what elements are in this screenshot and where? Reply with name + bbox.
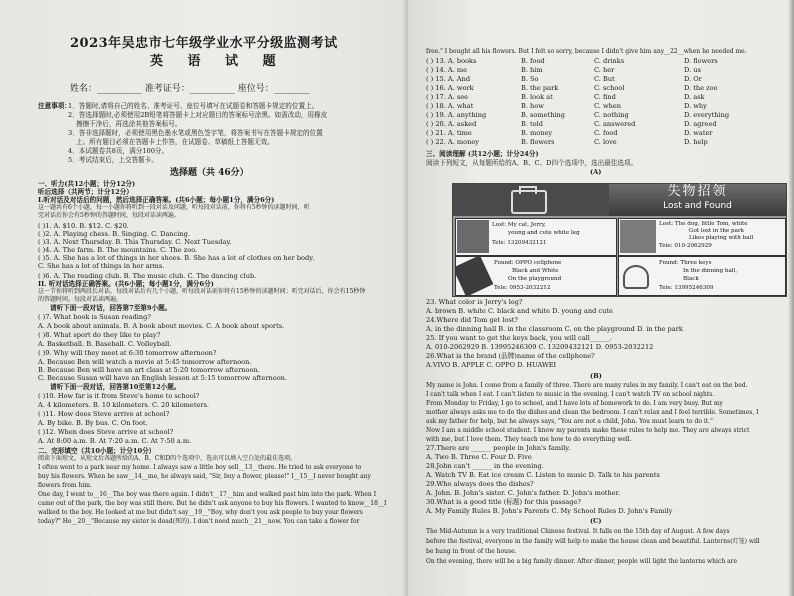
option-q: ( ) 17. A. see [426,93,469,101]
note-line: 3．答非选择题时，必须使用黑色墨水笔或黑色签字笔，将答案书写在答题卡规定的位置 [68,129,323,137]
question-line: A. 4 kilometers. B. 10 kilometers. C. 20 kilometers. [38,401,210,409]
passage-line: I often went to a park near my home. I always saw a little boy sell__13__there. He tried to ask everyone to [38,464,362,471]
text-line: 的答题时间。每段对话读两遍。 [38,296,123,303]
ad-title-en: Lost and Found [663,201,732,211]
ad-title-zh: 失物招领 [667,184,728,199]
cat-image [457,220,489,253]
question-line: 23. What color is Jerry's leg? [426,298,523,306]
text-line: II. 听对话选择正确答案。(共6小题；每小题1分，满分6分) [38,280,214,288]
option-b: B. told [521,120,543,128]
question-line: A. Basketball. B. Baseball. C. Volleyball. [38,340,172,348]
question-line: 24.Where did Tom get lost? [426,316,518,324]
text-line: 二、完形填空（共10小题；计分10分） [38,447,156,455]
card-line: Black [683,276,699,282]
passage-line: From Monday to Friday, I go to school, and I have lots of homework to do. I am very busy. But my [426,400,723,407]
option-b: B. him [521,66,543,74]
card-line: Lost: My cat, Jerry, [492,222,546,228]
page-edge-shadow [788,0,794,596]
exam-subject: 英 语 试 题 [150,54,286,69]
option-d: D. Or [684,75,702,83]
question-line: A. My Family Rules B. John's Parents C. My School Rules D. John's Family [426,507,673,515]
passage-line: before the festival, everyone in the family will help to make the house clean and beautiful. Lanterns(灯笼) will [426,538,760,545]
passage-line: came out of the park, the boy was still there. But he didn't ask anyone to buy his flowers. I wanted to know__18__I [38,500,387,507]
card-line: Found: Three keys [659,260,712,266]
ad-card-lost-dog [618,218,786,256]
card-line: Tele: 13995246309 [659,285,714,291]
question-line: A.VIVO B. APPLE C. OPPO D. HUAWEI [426,361,557,369]
passage-line: ask my father for help, but he always says, "You are not a child, John. You must learn to do it." [426,418,713,425]
question-line: ( )1. A. $10. B. $12. C. $20. [38,222,129,230]
question-line: ( )11. How does Steve arrive at school? [38,410,170,418]
question-line: A. By bike. B. By bus. C. On foot. [38,419,148,427]
question-line: ( )10. How far is it from Steve's home to school? [38,392,200,400]
card-line: Black and White [512,268,559,274]
question-line: A. At 8:00 a.m. B. At 7:20 a.m. C. At 7:50 a.m. [38,437,192,445]
card-line: Tele: 0953-2032212 [494,285,551,291]
option-q: ( ) 13. A. books [426,57,477,65]
passage-line: On the evening, there will be a big family dinner. After dinner, people will light the lanterns which are [426,558,738,565]
text-line: 阅读下面短文，从短文后各题所给的A、B、C和D四个选项中，选出可以填入空白处的最佳选项。 [38,455,297,462]
option-d: D. agreed [684,120,717,128]
option-q: ( ) 18. A. what [426,102,474,110]
lost-and-found-ad [452,183,787,297]
option-c: C. answered [594,120,636,128]
card-line: Likes playing with ball [689,235,754,241]
option-c: C. when [594,102,622,110]
option-q: ( ) 15. A. And [426,75,471,83]
text-line: 请听下面一段对话，回答第7至第9小题。 [50,304,172,312]
dog-image [620,220,656,253]
option-c: C. school [594,84,625,92]
note-line: 5．考试结束后，上交答题卡。 [68,156,158,164]
passage-line: One day, I went to__16__The boy was there again. I didn't__17__him and walked past him into the park. When I [38,491,377,498]
question-line: 25. If you want to get the keys back, you will call______. [426,334,612,342]
student-info: 姓名：__________ 准考证号：__________ 座位号：________ [70,84,310,94]
passage-a-label: (A) [590,168,602,176]
passage-line: walked to the boy. He looked at me but didn't say__19__"Boy, why don't you ask people to buy your flowers [38,509,363,516]
reading-instruction: 阅读下列短文，从每题所给的A、B、C、D四个选项中，选出最佳选项。 [426,159,638,167]
text-line: 这一节你将听到两段长对话，每段对话后有几个小题，听每段对话前你将有15秒钟的读题时间；听完对话后，你会有15秒钟 [38,288,366,295]
question-line: 26.What is the brand (品牌)name of the cellphone? [426,352,595,360]
question-line: ( )7. What book is Susan reading? [38,313,151,321]
passage-line: The Mid-Autumn is a very traditional Chinese festival. It falls on the 15th day of August. A few days [426,528,730,535]
ad-card-found-phone [455,256,617,296]
option-c: C. her [594,66,615,74]
question-line: B. Because Ben will have an art class at 5:20 tomorrow afternoon. [38,366,260,374]
option-c: C. drinks [594,57,625,65]
question-line: ( )9. Why will they meet at 6:30 tomorrow afternoon? [38,349,217,357]
note-line: 1．答题时,请将自己的姓名、准考证号、座位号填写在试题卷和答题卡规定的位置上。 [68,102,319,110]
option-q: ( ) 21. A. time [426,129,472,137]
ad-card-lost-cat [455,218,617,256]
option-q: ( ) 14. A. me [426,66,468,74]
option-c: C. But [594,75,615,83]
passage-line: I can't talk when I eat. I can't listen to music in the evening. I can't watch TV on school nights. [426,391,715,398]
question-line: ( )6. A. The reading club. B. The music club. C. The dancing club. [38,272,257,280]
option-c: C. nothing [594,111,629,119]
question-line: A. 010-2062929 B. 13995246309 C. 13209432121 D. 0953-2032212 [426,343,654,351]
question-line: A. John. B. John's sister. C. John's father. D. John's mother. [426,489,621,497]
reading-title: 三、阅读理解 (共12小题；计分24分) [426,150,539,158]
option-q: ( ) 22. A. money [426,138,479,146]
option-d: D. us [684,66,701,74]
card-line: Tele: 010-2062929 [659,243,712,249]
passage-b-label: (B) [590,372,602,380]
note-line: 上。所有题目必须在答题卡上作答，在试题卷、草稿纸上答题无效。 [76,138,274,146]
option-d: D. the zoo [684,84,718,92]
phone-image [455,256,493,296]
option-b: B. look at [521,93,553,101]
note-line: 2．答选择题时,必须使用2B铅笔将答题卡上对应题目的答案标号涂黑。如需改动，用橡皮 [68,111,328,119]
question-line: A. in the dinning hall B. in the classroom C. on the playground D. in the park [426,325,683,333]
note-line: 擦擦干净后，再选涂其他答案标号。 [76,120,182,128]
option-d: D. water [684,129,713,137]
passage-line: flowers from him. [38,482,92,489]
text-line: I.听对话及对话后的问题，然后选择正确答案。(共6小题；每小题1分，满分6分) [38,196,275,204]
option-d: D. flowers [684,57,718,65]
card-line: young and cute white leg [508,230,580,236]
passage-line: mother always asks me to do the dishes and clean the bedroom. I can't relax and I feel terrible. Sometimes, I [426,409,759,416]
passage-c-label: (C) [590,517,602,525]
option-d: D. help [684,138,708,146]
card-line: Lost: The dog, little Tom, white [659,221,748,227]
card-line: On the playground [508,276,562,282]
question-line: 28.John can't ______ in the evening. [426,462,544,470]
text-line: 这一题共有6个小题，每一小题你将听到一段对话及问题，听每段对话前，你将有5秒钟的读题时间，听 [38,204,310,211]
passage-line: My name is John. I come from a family of three. There are many rules in my family. I can't eat on the bed. [426,382,748,389]
passage-line: today?" He__20__"Because my sister is dead(死的). I don't need much__21__now. You can take a flower for [38,518,360,525]
option-d: D. everything [684,111,730,119]
option-c: C. love [594,138,617,146]
option-q: ( ) 16. A. work [426,84,474,92]
question-line: ( )8. What sport do they like to play? [38,331,161,339]
question-line: C. She has a lot of things in her arms. [38,262,165,270]
option-b: B. how [521,102,544,110]
question-line: A. Watch TV B. Eat ice cream C. Listen to music D. Talk to his parents [426,471,660,479]
card-line: Found: OPPO cellphone [494,260,562,266]
card-line: Tele: 13209432121 [492,240,547,246]
question-line: ( )4. A. The farm. B. The mountains. C. The zoo. [38,246,198,254]
note-line: 4．本试题卷共8页，满分100分。 [68,147,169,155]
passage-line: with me, but I love them. They teach me how to do everything well. [426,436,632,443]
question-line: ( )12. When does Steve arrive at school? [38,428,174,436]
section-title: 选择题（共 46分） [170,168,249,178]
question-line: ( )2. A. Playing chess. B. Singing. C. Dancing. [38,230,190,238]
passage-line: Now I am a middle school student. I know my parents make these rules to help me. They are always strict [426,427,750,434]
option-d: D. why [684,102,707,110]
passage-line: be hung in front of the house. [426,548,517,555]
question-line: 30.What is a good title (标题) for this passage? [426,498,581,506]
option-d: D. ask [684,93,705,101]
right-page [408,0,794,596]
question-line: ( )5. A. She has a lot of things in her shoes. B. She has a lot of clothes on her body. [38,254,315,262]
question-line: ( )3. A. Next Thursday. B. This Thursday. C. Next Tuesday. [38,238,232,246]
option-q: ( ) 19. A. anything [426,111,487,119]
option-c: C. find [594,93,616,101]
card-line: Got lost in the park [689,228,745,234]
card-line: In the dinning hall, [683,268,738,274]
question-line: A. brown B. white C. black and white D. young and cute [426,307,613,315]
exam-title: 2023年吴忠市七年级学业水平分级监测考试 [70,36,338,51]
question-line: A. Because Ben will watch a movie at 5:45 tomorrow afternoon. [38,358,252,366]
question-line: A. Two B. Three C. Four D. Five [426,453,532,461]
option-q: ( ) 20. A. asked [426,120,477,128]
text-line: 完对话后你会有5秒钟的答题时间，每段对话读两遍。 [38,212,180,219]
option-b: B. So [521,75,539,83]
passage-line: buy his flowers. When he saw__14__me, he always said, "Sir, buy a flower, please!" I__15__I never bought any [38,473,371,480]
option-b: B. food [521,57,545,65]
text-line: 一、听力(共12小题；计分12分) [38,180,136,188]
question-line: C. Because Susan will have an English lesson at 5:15 tomorrow afternoon. [38,374,288,382]
ad-header [609,184,786,216]
option-b: B. something [521,111,566,119]
option-b: B. the park [521,84,559,92]
option-b: B. money [521,129,553,137]
ad-card-found-keys [618,256,786,296]
text-line: 请听下面一段对话，回答第10至第12小题。 [50,383,181,391]
notes-heading: 注意事项： [38,102,71,110]
question-line: A. A book about animals. B. A book about movies. C. A book about sports. [38,322,285,330]
question-line: 29.Who always does the dishes? [426,480,534,488]
option-b: B. flowers [521,138,555,146]
cloze-tail: free." I bought all his flowers. But I felt so sorry, because I didn't give him any__22__when he needed me. [426,48,747,55]
keys-image [623,265,649,289]
question-line: 27.There are ______ people in John's family. [426,444,571,452]
ad-logo [453,184,609,216]
text-line: 听后选择（共两节；计分12分） [38,188,133,196]
option-c: C. food [594,129,618,137]
